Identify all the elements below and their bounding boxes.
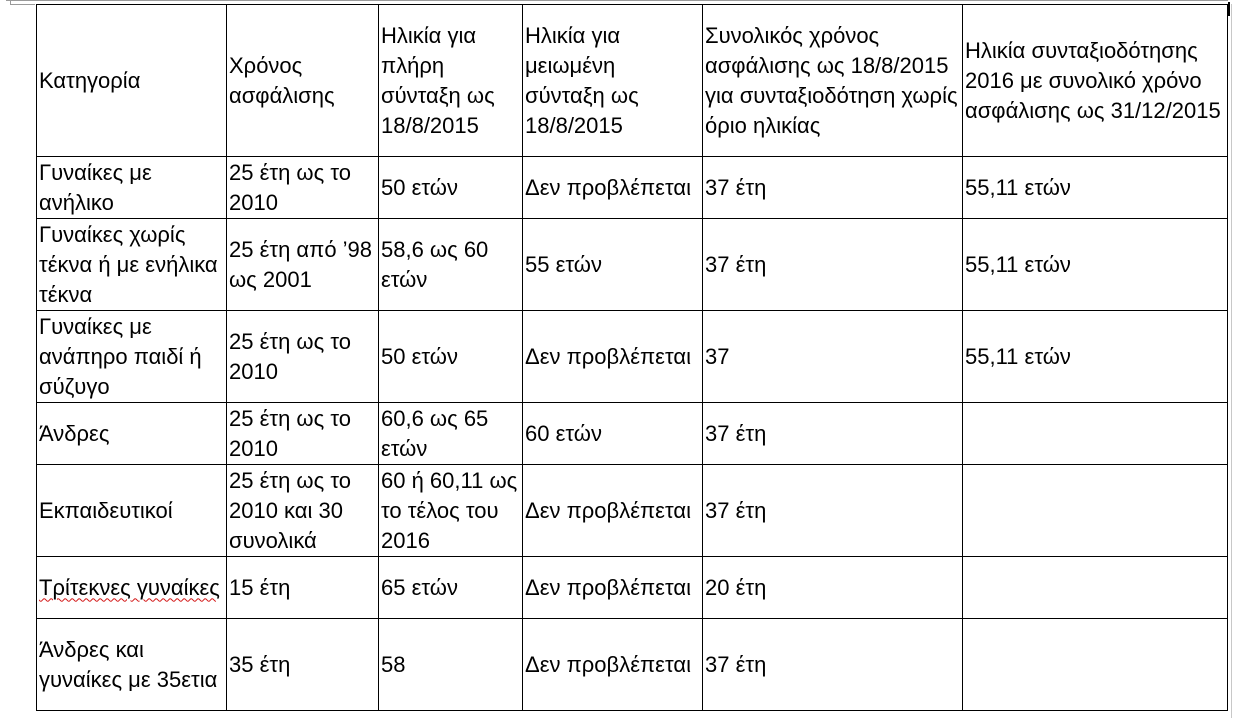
table-cell[interactable]: Δεν προβλέπεται: [523, 557, 703, 619]
table-cell[interactable]: 25 έτη ως το 2010: [227, 311, 379, 403]
header-cell[interactable]: Ηλικία για μειωμένη σύνταξη ως 18/8/2015: [523, 5, 703, 157]
table-row: [37, 403, 1228, 465]
table-cell[interactable]: 55,11 ετών: [963, 219, 1228, 311]
right-margin-line: [1231, 4, 1232, 718]
table-cell[interactable]: [963, 619, 1228, 711]
table-cell[interactable]: 60,6 ως 65 ετών: [379, 403, 523, 465]
table-cell[interactable]: 55 ετών: [523, 219, 703, 311]
table-cell[interactable]: 37 έτη: [703, 157, 963, 219]
spellcheck-underlined-word: Τρίτεκνες γυναίκες: [39, 574, 220, 600]
header-cell[interactable]: Χρόνος ασφάλισης: [227, 5, 379, 157]
table-cell[interactable]: Δεν προβλέπεται: [523, 619, 703, 711]
table-row: [37, 157, 1228, 219]
table-cell[interactable]: 55,11 ετών: [963, 311, 1228, 403]
table-row: [37, 219, 1228, 311]
table-row: [37, 557, 1228, 619]
table-cell[interactable]: [37, 557, 227, 619]
table-cell[interactable]: 20 έτη: [703, 557, 963, 619]
table-cell[interactable]: 37 έτη: [703, 465, 963, 557]
table-cell[interactable]: 35 έτη: [227, 619, 379, 711]
table-cell[interactable]: 15 έτη: [227, 557, 379, 619]
table-cell[interactable]: 37 έτη: [703, 219, 963, 311]
table-cell[interactable]: Άνδρες: [37, 403, 227, 465]
table-cell[interactable]: 50 ετών: [379, 311, 523, 403]
table-cell[interactable]: 25 έτη ως το 2010: [227, 157, 379, 219]
table-cell[interactable]: 25 έτη ως το 2010 και 30 συνολικά: [227, 465, 379, 557]
header-cell[interactable]: Ηλικία συνταξιοδότησης 2016 με συνολικό χρόνο ασφάλισης ως 31/12/2015: [963, 5, 1228, 157]
table-cell[interactable]: Γυναίκες χωρίς τέκνα ή με ενήλικα τέκνα: [37, 219, 227, 311]
table-corner-marker: [10, 0, 35, 5]
table-row: [37, 465, 1228, 557]
table-cell[interactable]: 65 ετών: [379, 557, 523, 619]
table-cell[interactable]: [963, 465, 1228, 557]
header-cell[interactable]: Ηλικία για πλήρη σύνταξη ως 18/8/2015: [379, 5, 523, 157]
table-row: [37, 311, 1228, 403]
table-cell[interactable]: Δεν προβλέπεται: [523, 465, 703, 557]
table-cell[interactable]: 37: [703, 311, 963, 403]
header-cell[interactable]: Κατηγορία: [37, 5, 227, 157]
table-cell[interactable]: Εκπαιδευτικοί: [37, 465, 227, 557]
table-cell[interactable]: 58,6 ως 60 ετών: [379, 219, 523, 311]
table-cell[interactable]: Γυναίκες με ανάπηρο παιδί ή σύζυγο: [37, 311, 227, 403]
table-header-row: [37, 5, 1228, 157]
table-cell[interactable]: Δεν προβλέπεται: [523, 157, 703, 219]
table-cell[interactable]: 25 έτη από ’98 ως 2001: [227, 219, 379, 311]
text-cursor: [1228, 2, 1230, 16]
table-cell[interactable]: [963, 403, 1228, 465]
table-cell[interactable]: 60 ετών: [523, 403, 703, 465]
table-cell[interactable]: [963, 557, 1228, 619]
table-row: [37, 619, 1228, 711]
pension-table: [36, 4, 1228, 711]
table-cell[interactable]: Γυναίκες με ανήλικο: [37, 157, 227, 219]
table-cell[interactable]: 55,11 ετών: [963, 157, 1228, 219]
table-cell[interactable]: 60 ή 60,11 ως το τέλος του 2016: [379, 465, 523, 557]
table-cell[interactable]: 25 έτη ως το 2010: [227, 403, 379, 465]
table-cell[interactable]: 37 έτη: [703, 403, 963, 465]
table-cell[interactable]: 37 έτη: [703, 619, 963, 711]
table-cell[interactable]: 58: [379, 619, 523, 711]
table-cell[interactable]: Άνδρες και γυναίκες με 35ετια: [37, 619, 227, 711]
table-cell[interactable]: Δεν προβλέπεται: [523, 311, 703, 403]
table-cell[interactable]: 50 ετών: [379, 157, 523, 219]
header-cell[interactable]: Συνολικός χρόνος ασφάλισης ως 18/8/2015 για συνταξιοδότηση χωρίς όριο ηλικίας: [703, 5, 963, 157]
